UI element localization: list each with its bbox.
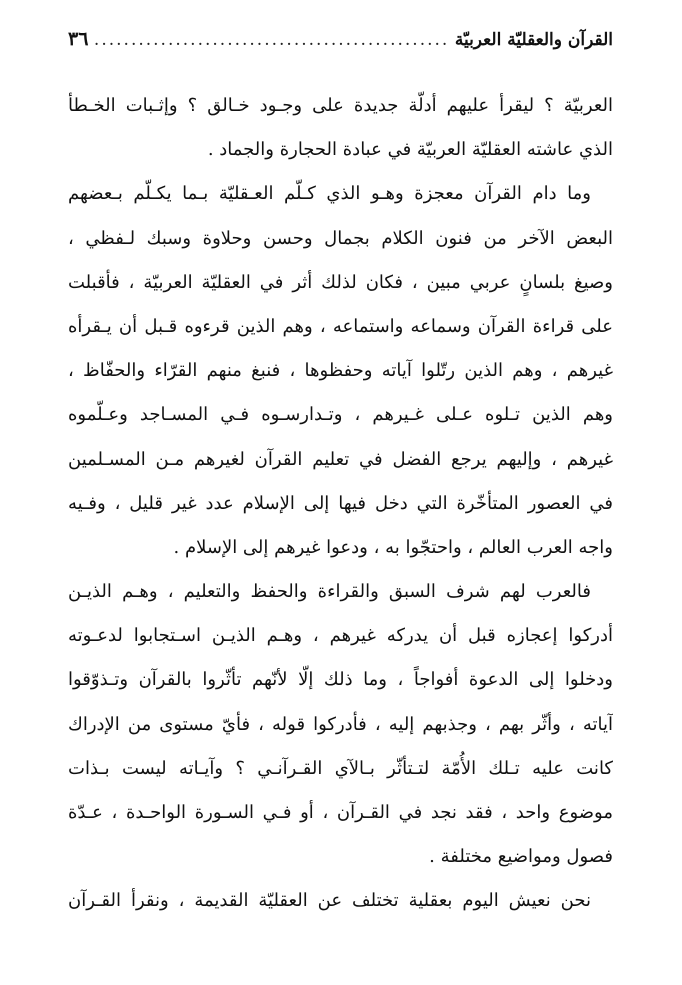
text-line: في العصور المتأخّرة التي دخل فيها إلى الإسلام عدد غير قليل ، وفـيه: [68, 492, 613, 514]
text-line: غيرهم ، وهم الذين رتّلوا آياته وحفظوها ، فنبغ منهم القرّاء والحفّاظ ،: [68, 360, 613, 382]
header-leader-dots: ................................................: [93, 30, 450, 50]
text-line: واجه العرب العالم ، واحتجّوا به ، ودعوا غيرهم إلى الإسلام .: [173, 536, 613, 558]
text-line: آياته ، وأثّر بهم ، وجذبهم إليه ، فأدركوا قوله ، فأيّ مستوى من الإدراك: [68, 713, 613, 735]
text-line: وهم الذين تـلوه عـلى غـيرهم ، وتـدارسـوه فـي المسـاجد وعـلّموه: [68, 404, 613, 426]
body-text: [68, 84, 613, 924]
running-header: [68, 28, 613, 62]
book-page: [68, 28, 613, 968]
text-line: نحن نعيش اليوم بعقلية تختلف عن العقليّة القديمة ، ونقرأ القـرآن: [68, 890, 591, 912]
text-line: غيرهم ، وإليهم يرجع الفضل في تعليم القرآن لغيرهم مـن المسـلمين: [68, 448, 613, 470]
page-number: ٣٦: [68, 28, 89, 50]
text-line: أدركوا إعجازه قبل أن يدركه غيرهم ، وهـم الذيـن اسـتجابوا لدعـوته: [68, 625, 613, 647]
text-line: العربيّة ؟ ليقرأ عليهم أدلّة جديدة على وجـود خـالق ؟ وإثـبات الخـطأ: [68, 95, 613, 116]
text-line: البعض الآخر من فنون الكلام بجمال وحسن وحلاوة وسبك لـفظي ،: [68, 227, 613, 249]
text-line: ودخلوا إلى الدعوة أفواجاً ، وما ذلك إلّا لأنّهم تأثّروا بالقرآن وتـذوّقوا: [68, 669, 613, 691]
text-line: على قراءة القرآن وسماعه واستماعه ، وهم الذين قرءوه قـبل أن يـقرأه: [68, 315, 613, 337]
text-line: فالعرب لهم شرف السبق والقراءة والحفظ والتعليم ، وهـم الذيـن: [68, 581, 591, 603]
text-line: فصول ومواضيع مختلفة .: [429, 846, 613, 868]
text-line: كانت عليه تـلك الأُمّة لتـتأثّر بـالآي القـرآنـي ؟ وآيـاته ليست بـذات: [68, 757, 613, 779]
text-line: وصيغ بلسانٍ عربي مبين ، فكان لذلك أثر في العقليّة العربيّة ، فأقبلت: [68, 271, 613, 293]
text-line: وما دام القرآن معجزة وهـو الذي كـلّم العـقليّة بـما يكـلّم بـعضهم: [68, 183, 591, 205]
text-line: موضوع واحد ، فقد نجد في القـرآن ، أو فـي السـورة الواحـدة ، عـدّة: [68, 802, 613, 823]
header-title: القرآن والعقليّة العربيّة: [454, 30, 613, 50]
text-line: الذي عاشته العقليّة العربيّة في عبادة الحجارة والجماد .: [207, 139, 613, 161]
